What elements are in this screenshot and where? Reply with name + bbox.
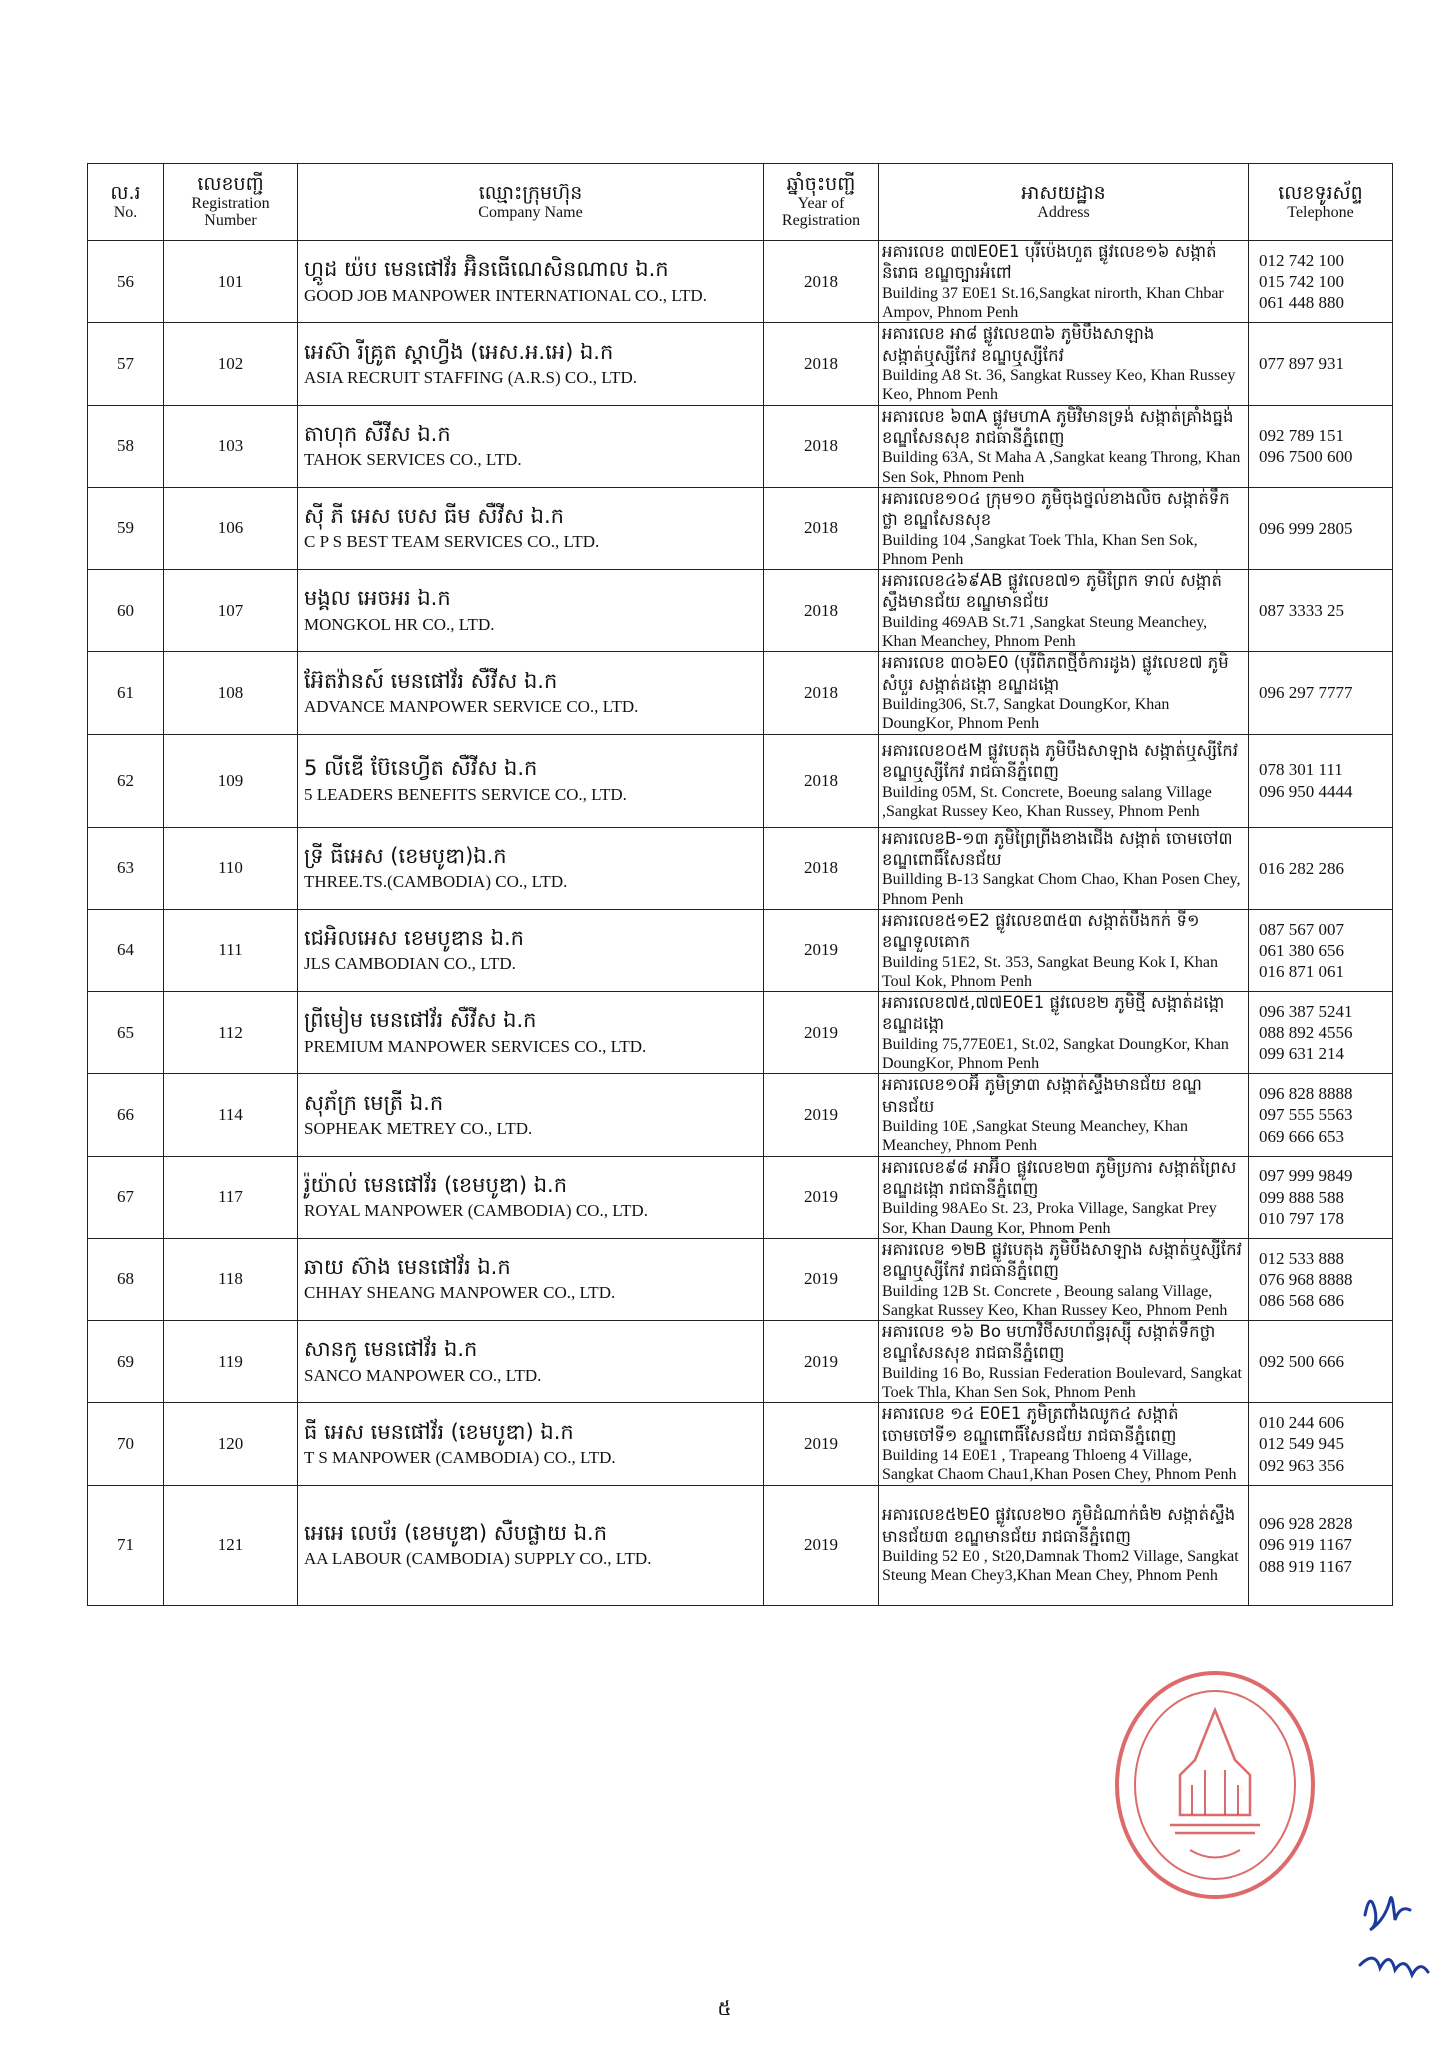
phone-number: 099 888 588 xyxy=(1259,1187,1344,1207)
phone-number: 069 666 653 xyxy=(1259,1126,1344,1146)
registration-year: 2018 xyxy=(764,241,879,323)
telephone-cell xyxy=(1249,652,1393,734)
company-name-cell xyxy=(298,570,764,652)
company-name-cell xyxy=(298,1485,764,1605)
company-name-english: ROYAL MANPOWER (CAMBODIA) CO., LTD. xyxy=(304,1201,648,1221)
company-name-cell xyxy=(298,992,764,1074)
registration-year: 2019 xyxy=(764,992,879,1074)
company-name-english: THREE.TS.(CAMBODIA) CO., LTD. xyxy=(304,872,568,892)
telephone-cell xyxy=(1249,734,1393,827)
address-khmer: អគារលេខ ៣០៦E0 (បុរីពិភពថ្មីចំការដូង) ផ្លូវលេខ៧ ភូមិសំបួរ សង្កាត់ដង្កោ ខណ្ឌដង្កោ xyxy=(882,653,1229,694)
phone-number: 015 742 100 xyxy=(1259,272,1344,291)
phone-number: 010 797 178 xyxy=(1259,1208,1344,1228)
table-row xyxy=(88,323,1393,405)
telephone-cell xyxy=(1249,827,1393,909)
registration-year: 2019 xyxy=(764,1074,879,1156)
phone-number: 092 963 356 xyxy=(1259,1455,1344,1475)
registration-year: 2018 xyxy=(764,827,879,909)
registration-number: 121 xyxy=(164,1485,298,1605)
company-name-khmer: ឆាយ ស៊ាង មេនផៅវ័រ ឯ.ក xyxy=(304,1255,511,1280)
company-name-khmer: មង្គល អេចអរ ឯ.ក xyxy=(304,586,451,611)
row-number: 62 xyxy=(88,734,164,827)
address-cell xyxy=(879,1238,1249,1320)
company-name-english: C P S BEST TEAM SERVICES CO., LTD. xyxy=(304,532,600,552)
phone-number: 092 789 151 xyxy=(1259,425,1344,445)
registration-year: 2018 xyxy=(764,405,879,487)
phone-number: 061 380 656 xyxy=(1259,940,1344,960)
company-name-english: GOOD JOB MANPOWER INTERNATIONAL CO., LTD. xyxy=(304,285,707,305)
address-english: Building 12B St. Concrete , Beoung salang Village, Sangkat Russey Keo, Khan Russey Keo, Phnom Penh xyxy=(882,1282,1228,1319)
company-name-english: TAHOK SERVICES CO., LTD. xyxy=(304,450,522,470)
address-english: Building A8 St. 36, Sangkat Russey Keo, Khan Russey Keo, Phnom Penh xyxy=(882,367,1236,404)
address-cell xyxy=(879,241,1249,323)
registration-year: 2019 xyxy=(764,1321,879,1403)
registration-year: 2019 xyxy=(764,1156,879,1238)
row-number: 70 xyxy=(88,1403,164,1485)
registration-number: 114 xyxy=(164,1074,298,1156)
company-name-cell xyxy=(298,1321,764,1403)
address-cell xyxy=(879,1403,1249,1485)
company-name-khmer: ធី អេស មេនផៅវ័រ (ខេមបូឌា) ឯ.ក xyxy=(304,1419,574,1444)
row-number: 58 xyxy=(88,405,164,487)
registration-number: 106 xyxy=(164,487,298,569)
table-row xyxy=(88,734,1393,827)
phone-number: 096 7500 600 xyxy=(1259,447,1353,467)
address-cell xyxy=(879,909,1249,991)
phone-number: 086 568 686 xyxy=(1259,1291,1344,1310)
address-english: Building 63A, St Maha A ,Sangkat keang Throng, Khan Sen Sok, Phnom Penh xyxy=(882,449,1241,486)
phone-number: 077 897 931 xyxy=(1259,354,1344,374)
company-name-cell xyxy=(298,1238,764,1320)
registration-year: 2018 xyxy=(764,652,879,734)
company-name-cell xyxy=(298,734,764,827)
table-body xyxy=(88,241,1393,1606)
row-number: 66 xyxy=(88,1074,164,1156)
row-number: 56 xyxy=(88,241,164,323)
telephone-cell xyxy=(1249,1403,1393,1485)
address-khmer: អគារលេខ០៥M ផ្លូវបេតុង ភូមិបឹងសាឡាង សង្កាត់ឬស្សីកែវ ខណ្ឌឬស្សីកែវ រាជធានីភ្នំពេញ xyxy=(882,740,1238,782)
address-english: Building 98AEo St. 23, Proka Village, Sangkat Prey Sor, Khan Daung Kor, Phnom Penh xyxy=(882,1200,1217,1237)
registration-number: 102 xyxy=(164,323,298,405)
phone-number: 096 297 7777 xyxy=(1259,683,1353,703)
phone-number: 096 928 2828 xyxy=(1259,1514,1353,1534)
phone-number: 016 871 061 xyxy=(1259,962,1344,981)
address-cell xyxy=(879,405,1249,487)
telephone-cell xyxy=(1249,1074,1393,1156)
row-number: 64 xyxy=(88,909,164,991)
company-name-khmer: សុភ័ក្រ មេត្រី ឯ.ក xyxy=(304,1090,444,1115)
address-english: Building 10E ,Sangkat Steung Meanchey, Khan Meanchey, Phnom Penh xyxy=(882,1118,1189,1155)
registration-number: 117 xyxy=(164,1156,298,1238)
address-khmer: អគារលេខ ១៦ Bo មហាវិថីសហព័ន្ធរុស្ស៊ី សង្កាត់ទឹកថ្លា ខណ្ឌសែនសុខ រាជធានីភ្នំពេញ xyxy=(882,1322,1216,1363)
company-name-cell xyxy=(298,827,764,909)
registration-year: 2019 xyxy=(764,1238,879,1320)
phone-number: 097 999 9849 xyxy=(1259,1166,1353,1186)
telephone-cell xyxy=(1249,405,1393,487)
address-english: Building 104 ,Sangkat Toek Thla, Khan Sen Sok, Phnom Penh xyxy=(882,531,1198,568)
company-name-english: CHHAY SHEANG MANPOWER CO., LTD. xyxy=(304,1283,616,1303)
address-khmer: អគារលេខ១០៤ ក្រុម១០ ភូមិចុងថ្នល់ខាងលិច សង្កាត់ទឹកថ្លា ខណ្ឌសែនសុខ xyxy=(882,488,1230,530)
table-row xyxy=(88,1238,1393,1320)
company-name-khmer: ហ្គូដ យ៉ប មេនផៅវ័រ អ៊ិនធើណេសិនណាល ឯ.ក xyxy=(304,257,669,282)
table-row xyxy=(88,1403,1393,1485)
company-name-cell xyxy=(298,1156,764,1238)
table-row xyxy=(88,992,1393,1074)
address-khmer: អគារលេខ៥២E0 ផ្លូវលេខ២០ ភូមិដំណាក់ធំ២ សង្កាត់ស្ទឹងមានជ័យ៣ ខណ្ឌមានជ័យ រាជធានីភ្នំពេញ xyxy=(882,1505,1236,1546)
table-row xyxy=(88,827,1393,909)
table-row xyxy=(88,1485,1393,1605)
registration-number: 110 xyxy=(164,827,298,909)
address-khmer: អគារលេខ អា៨ ផ្លូវលេខ៣៦ ភូមិបឹងសាឡាង សង្កាត់ឬស្សីកែវ ខណ្ឌឬស្សីកែវ xyxy=(882,324,1155,365)
telephone-cell xyxy=(1249,487,1393,569)
address-cell xyxy=(879,323,1249,405)
address-khmer: អគារលេខ ៦៣A ផ្លូវមហាA ភូមិវិមានទ្រង់ សង្កាត់គ្រាំងធ្នង់ ខណ្ឌសែនសុខ រាជធានីភ្នំពេញ xyxy=(882,406,1234,447)
row-number: 57 xyxy=(88,323,164,405)
company-name-khmer: 5 លីឌើ ប៊ែនេហ្វីត សឺវីស ឯ.ក xyxy=(304,756,538,781)
company-name-cell xyxy=(298,1403,764,1485)
address-cell xyxy=(879,1156,1249,1238)
phone-number: 010 244 606 xyxy=(1259,1413,1344,1432)
address-cell xyxy=(879,992,1249,1074)
phone-number: 096 387 5241 xyxy=(1259,1001,1353,1021)
phone-number: 096 950 4444 xyxy=(1259,781,1353,801)
company-name-khmer: សានកូ មេនផៅវ័រ ឯ.ក xyxy=(304,1337,478,1362)
registration-number: 109 xyxy=(164,734,298,827)
registration-number: 108 xyxy=(164,652,298,734)
company-name-english: ASIA RECRUIT STAFFING (A.R.S) CO., LTD. xyxy=(304,367,638,387)
address-khmer: អគារលេខ៩៨ អាអ៊ី០ ផ្លូវលេខ២៣ ភូមិប្រការ សង្កាត់ព្រៃស ខណ្ឌដង្កោ រាជធានីភ្នំពេញ xyxy=(882,1157,1237,1198)
phone-number: 096 919 1167 xyxy=(1259,1535,1352,1555)
registration-number: 112 xyxy=(164,992,298,1074)
registration-year: 2018 xyxy=(764,323,879,405)
phone-number: 012 549 945 xyxy=(1259,1434,1344,1454)
table-row xyxy=(88,405,1393,487)
telephone-cell xyxy=(1249,241,1393,323)
registration-number: 103 xyxy=(164,405,298,487)
company-name-english: ADVANCE MANPOWER SERVICE CO., LTD. xyxy=(304,696,639,716)
row-number: 63 xyxy=(88,827,164,909)
row-number: 65 xyxy=(88,992,164,1074)
telephone-cell xyxy=(1249,1238,1393,1320)
company-name-english: MONGKOL HR CO., LTD. xyxy=(304,614,495,634)
telephone-cell xyxy=(1249,909,1393,991)
header-address: អាសយដ្ឋាន Address xyxy=(879,164,1249,241)
row-number: 68 xyxy=(88,1238,164,1320)
table-row xyxy=(88,1321,1393,1403)
table-row xyxy=(88,909,1393,991)
row-number: 69 xyxy=(88,1321,164,1403)
company-name-english: AA LABOUR (CAMBODIA) SUPPLY CO., LTD. xyxy=(304,1549,652,1569)
address-english: Building 14 E0E1 , Trapeang Thloeng 4 Village, Sangkat Chaom Chau1,Khan Posen Chey, Phnom Penh xyxy=(882,1447,1237,1484)
address-english: Building 52 E0 , St20,Damnak Thom2 Village, Sangkat Steung Mean Chey3,Khan Mean Chey, Phnom Penh xyxy=(882,1548,1239,1585)
company-name-cell xyxy=(298,909,764,991)
address-cell xyxy=(879,652,1249,734)
phone-number: 096 828 8888 xyxy=(1259,1084,1353,1103)
address-khmer: អគារលេខ៥១E2 ផ្លូវលេខ៣៥៣ សង្កាត់បឹងកក់ ទី១ ខណ្ឌទួលគោក xyxy=(882,910,1200,952)
address-khmer: អគារលេខ៤៦៩AB ផ្លូវលេខ៧១ ភូមិព្រែក ទាល់ សង្កាត់ស្ទឹងមានជ័យ ខណ្ឌមានជ័យ xyxy=(882,571,1222,612)
address-english: Building 469AB St.71 ,Sangkat Steung Meanchey, Khan Meanchey, Phnom Penh xyxy=(882,613,1208,651)
registration-number: 118 xyxy=(164,1238,298,1320)
table-row xyxy=(88,1074,1393,1156)
header-row xyxy=(88,164,1393,241)
address-khmer: អគារលេខ៧៥,៧៧E0E1 ផ្លូវលេខ២ ភូមិថ្មី សង្កាត់ដង្កោ ខណ្ឌដង្កោ xyxy=(882,993,1225,1034)
table-row xyxy=(88,241,1393,323)
company-name-khmer: អេស៊ា រីគ្រូត ស្តាហ្វីង (អេស.អ.អេ) ឯ.ក xyxy=(304,339,614,364)
phone-number: 097 555 5563 xyxy=(1259,1105,1353,1125)
address-english: Building 16 Bo, Russian Federation Boulevard, Sangkat Toek Thla, Khan Sen Sok, Phnom Penh xyxy=(882,1364,1242,1402)
official-seal-stamp xyxy=(1110,1665,1320,1905)
company-name-english: 5 LEADERS BENEFITS SERVICE CO., LTD. xyxy=(304,784,627,804)
phone-number: 088 919 1167 xyxy=(1259,1556,1352,1576)
company-name-cell xyxy=(298,405,764,487)
company-name-khmer: ព្រីមៀម មេនផៅវ័រ សឺវីស ឯ.ក xyxy=(304,1008,537,1033)
header-company-name: ឈ្មោះក្រុមហ៊ុន Company Name xyxy=(298,164,764,241)
company-name-khmer: អ៊ែតវ៉ានស៍ មេនផៅវ័រ សឺវីស ឯ.ក xyxy=(304,668,558,693)
header-no: ល.រ No. xyxy=(88,164,164,241)
address-english: Building 05M, St. Concrete, Boeung salang Village ,Sangkat Russey Keo, Khan Russey, Phnom Penh xyxy=(882,783,1212,820)
address-khmer: អគារលេខ១០អ៊ី ភូមិទ្រា៣ សង្កាត់ស្ទឹងមានជ័យ ខណ្ឌមានជ័យ xyxy=(882,1075,1202,1116)
phone-number: 092 500 666 xyxy=(1259,1352,1344,1371)
address-cell xyxy=(879,1074,1249,1156)
table-row xyxy=(88,487,1393,569)
telephone-cell xyxy=(1249,992,1393,1074)
registration-year: 2018 xyxy=(764,734,879,827)
address-khmer: អគារលេខ ១២B ផ្លូវបេតុង ភូមិបឹងសាឡាង សង្កាត់ឬស្សីកែវ ខណ្ឌឬស្សីកែវ រាជធានីភ្នំពេញ xyxy=(882,1239,1242,1281)
company-name-english: T S MANPOWER (CAMBODIA) CO., LTD. xyxy=(304,1447,616,1467)
company-name-cell xyxy=(298,1074,764,1156)
company-name-khmer: រ៉ូយ៉ាល់ មេនផៅវ័រ (ខេមបូឌា) ឯ.ក xyxy=(304,1172,568,1197)
phone-number: 087 567 007 xyxy=(1259,919,1344,939)
table-row xyxy=(88,570,1393,652)
phone-number: 012 742 100 xyxy=(1259,250,1344,270)
registration-number: 119 xyxy=(164,1321,298,1403)
address-english: Building 75,77E0E1, St.02, Sangkat DoungKor, Khan DoungKor, Phnom Penh xyxy=(882,1035,1229,1073)
address-khmer: អគារលេខ ៣៧E0E1 បុរីប៉េងហួត ផ្លូវលេខ១៦ សង្កាត់និរោធ ខណ្ឌច្បារអំពៅ xyxy=(882,242,1217,283)
company-name-khmer: ស៊ី ភី អេស បេស ធីម សឺវីស ឯ.ក xyxy=(304,504,565,529)
row-number: 59 xyxy=(88,487,164,569)
registration-number: 101 xyxy=(164,241,298,323)
registration-table xyxy=(87,163,1393,1606)
registration-year: 2019 xyxy=(764,909,879,991)
address-english: Building 51E2, St. 353, Sangkat Beung Kok I, Khan Toul Kok, Phnom Penh xyxy=(882,953,1218,990)
phone-number: 087 3333 25 xyxy=(1259,601,1344,620)
company-name-cell xyxy=(298,323,764,405)
address-cell xyxy=(879,827,1249,909)
company-name-khmer: អេអេ លេប័រ (ខេមបូឌា) សឺបផ្លាយ ឯ.ក xyxy=(304,1520,608,1545)
address-english: Building 37 E0E1 St.16,Sangkat nirorth, Khan Chbar Ampov, Phnom Penh xyxy=(882,284,1224,322)
company-name-english: SANCO MANPOWER CO., LTD. xyxy=(304,1365,542,1385)
company-name-english: SOPHEAK METREY CO., LTD. xyxy=(304,1118,533,1138)
address-khmer: អគារលេខ ១៤ E0E1 ភូមិត្រពាំងឈូក៤ សង្កាត់ ចោមចៅទី១ ខណ្ឌពោធិ៍សែនជ័យ រាជធានីភ្នំពេញ xyxy=(882,1404,1179,1445)
header-telephone: លេខទូរស័ព្ទ Telephone xyxy=(1249,164,1393,241)
registration-year: 2019 xyxy=(764,1485,879,1605)
company-name-cell xyxy=(298,652,764,734)
company-name-cell xyxy=(298,241,764,323)
address-english: Building306, St.7, Sangkat DoungKor, Khan DoungKor, Phnom Penh xyxy=(882,696,1170,733)
row-number: 71 xyxy=(88,1485,164,1605)
company-name-english: JLS CAMBODIAN CO., LTD. xyxy=(304,954,516,974)
company-name-khmer: តាហុក សឺវីស ឯ.ក xyxy=(304,421,451,446)
company-name-khmer: ជេអិលអេស ខេមបូឌាន ឯ.ក xyxy=(304,926,524,951)
page-number: ៥ xyxy=(717,1996,732,2020)
address-cell xyxy=(879,487,1249,569)
address-cell xyxy=(879,1485,1249,1605)
header-year: ឆ្នាំចុះបញ្ជី Year of Registration xyxy=(764,164,879,241)
registration-year: 2019 xyxy=(764,1403,879,1485)
handwritten-signature xyxy=(1350,1880,1435,1985)
table-row xyxy=(88,652,1393,734)
registration-number: 111 xyxy=(164,909,298,991)
telephone-cell xyxy=(1249,1321,1393,1403)
telephone-cell xyxy=(1249,323,1393,405)
telephone-cell xyxy=(1249,1485,1393,1605)
phone-number: 088 892 4556 xyxy=(1259,1023,1353,1042)
address-english: Buillding B-13 Sangkat Chom Chao, Khan Posen Chey, Phnom Penh xyxy=(882,871,1241,908)
row-number: 60 xyxy=(88,570,164,652)
phone-number: 012 533 888 xyxy=(1259,1248,1344,1268)
company-name-english: PREMIUM MANPOWER SERVICES CO., LTD. xyxy=(304,1036,647,1056)
row-number: 61 xyxy=(88,652,164,734)
registration-year: 2018 xyxy=(764,570,879,652)
company-name-khmer: ទ្រី ធីអេស (ខេមបូឌា)ឯ.ក xyxy=(304,843,507,868)
registration-number: 107 xyxy=(164,570,298,652)
address-khmer: អគារលេខB-១៣ ភូមិព្រៃព្រីងខាងជើង សង្កាត់ ចោមចៅ៣ ខណ្ឌពោធិ៍សែនជ័យ xyxy=(882,828,1233,869)
row-number: 67 xyxy=(88,1156,164,1238)
phone-number: 096 999 2805 xyxy=(1259,518,1353,538)
registration-number: 120 xyxy=(164,1403,298,1485)
header-registration: លេខបញ្ជី Registration Number xyxy=(164,164,298,241)
telephone-cell xyxy=(1249,570,1393,652)
registration-year: 2018 xyxy=(764,487,879,569)
address-cell xyxy=(879,1321,1249,1403)
phone-number: 061 448 880 xyxy=(1259,293,1344,313)
table-row xyxy=(88,1156,1393,1238)
phone-number: 078 301 111 xyxy=(1259,760,1343,780)
address-cell xyxy=(879,734,1249,827)
company-name-cell xyxy=(298,487,764,569)
address-cell xyxy=(879,570,1249,652)
telephone-cell xyxy=(1249,1156,1393,1238)
phone-number: 076 968 8888 xyxy=(1259,1269,1353,1289)
phone-number: 099 631 214 xyxy=(1259,1044,1344,1064)
phone-number: 016 282 286 xyxy=(1259,858,1344,878)
